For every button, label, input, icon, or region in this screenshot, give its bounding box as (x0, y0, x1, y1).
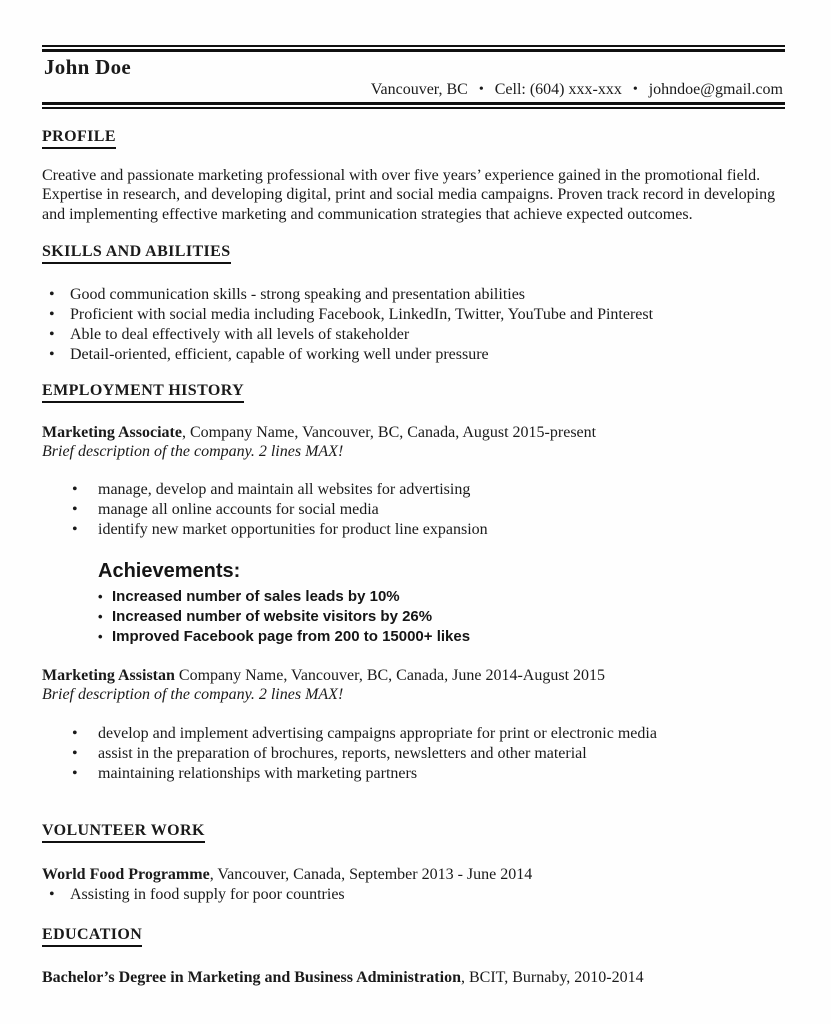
contact-line (42, 80, 783, 100)
section-heading-volunteer: VOLUNTEER WORK (42, 822, 785, 843)
bullet-marker (72, 744, 78, 764)
list-item: • develop and implement advertising campaigns appropriate for print or electronic media (42, 724, 785, 744)
list-item: • maintaining relationships with marketing partners (42, 764, 785, 784)
list-item: • identify new market opportunities for product line expansion (42, 520, 785, 540)
volunteer-details: , Vancouver, Canada, September 2013 - June 2014 (209, 865, 533, 883)
header-bottom-thin-rule (42, 107, 785, 109)
job-duties-list (42, 480, 785, 541)
section-heading-skills: SKILLS AND ABILITIES (42, 243, 785, 264)
bullet-marker (49, 885, 55, 905)
job-title: Marketing Associate (42, 423, 182, 441)
contact-location: Vancouver, BC (370, 81, 468, 98)
profile-text: Creative and passionate marketing professional with over five years’ experience gained in the promotional field. Expertise in research, and developing digital, print and social media campaigns. Proven track record in developing and implementing effective marketing and communication strategies that achieve expected outcomes. (42, 167, 776, 223)
bullet-marker (98, 607, 103, 627)
bullet-marker (72, 480, 78, 500)
list-item: • Increased number of website visitors by 26% (98, 607, 785, 627)
job-title: Marketing Assistan (42, 666, 175, 684)
bullet-marker (49, 345, 55, 365)
skills-list (42, 285, 785, 365)
list-item: • assist in the preparation of brochures, reports, newsletters and other material (42, 744, 785, 764)
bullet-marker (72, 724, 78, 744)
achievements-block (98, 559, 785, 647)
job-duties-list (42, 724, 785, 785)
education-degree: Bachelor’s Degree in Marketing and Business Administration (42, 969, 461, 987)
job-description: Brief description of the company. 2 lines MAX! (42, 686, 344, 704)
job-description: Brief description of the company. 2 lines MAX! (42, 443, 344, 461)
bullet-separator: • (632, 82, 638, 97)
bullet-marker (72, 764, 78, 784)
job-details: Company Name, Vancouver, BC, Canada, June 2014-August 2015 (174, 666, 606, 684)
education-line (42, 969, 785, 988)
bullet-separator: • (478, 82, 484, 97)
header-top-thick-rule (42, 49, 785, 52)
contact-email: johndoe@gmail.com (648, 81, 783, 98)
candidate-name: John Doe (44, 55, 131, 79)
contact-cell: Cell: (604) xxx-xxx (494, 81, 622, 98)
section-heading-education: EDUCATION (42, 926, 785, 947)
bullet-marker (49, 325, 55, 345)
list-item: • Detail-oriented, efficient, capable of working well under pressure (42, 345, 785, 365)
section-heading-employment: EMPLOYMENT HISTORY (42, 382, 785, 403)
volunteer-list (42, 885, 785, 905)
header-top-thin-rule (42, 45, 785, 47)
job-title-line (42, 667, 785, 686)
education-details: , BCIT, Burnaby, 2010-2014 (460, 969, 644, 987)
header-bottom-thick-rule (42, 102, 785, 105)
volunteer-organization: World Food Programme (42, 865, 210, 883)
bullet-marker (72, 500, 78, 520)
list-item: • Good communication skills - strong speaking and presentation abilities (42, 285, 785, 305)
section-heading-profile: PROFILE (42, 128, 785, 149)
job-details: , Company Name, Vancouver, BC, Canada, August 2015-present (181, 423, 597, 441)
list-item: • manage, develop and maintain all websites for advertising (42, 480, 785, 500)
bullet-marker (72, 520, 78, 540)
bullet-marker (98, 587, 103, 607)
volunteer-org-line (42, 866, 785, 885)
list-item: • manage all online accounts for social media (42, 500, 785, 520)
list-item: • Assisting in food supply for poor countries (42, 885, 785, 905)
list-item: • Improved Facebook page from 200 to 15000+ likes (98, 627, 785, 647)
achievements-list (98, 587, 785, 647)
bullet-marker (98, 627, 103, 647)
achievements-heading: Achievements: (98, 559, 241, 582)
job-title-line (42, 424, 785, 443)
list-item: • Increased number of sales leads by 10% (98, 587, 785, 607)
list-item: • Able to deal effectively with all levels of stakeholder (42, 325, 785, 345)
list-item: • Proficient with social media including Facebook, LinkedIn, Twitter, YouTube and Pinterest (42, 305, 785, 325)
bullet-marker (49, 305, 55, 325)
bullet-marker (49, 285, 55, 305)
